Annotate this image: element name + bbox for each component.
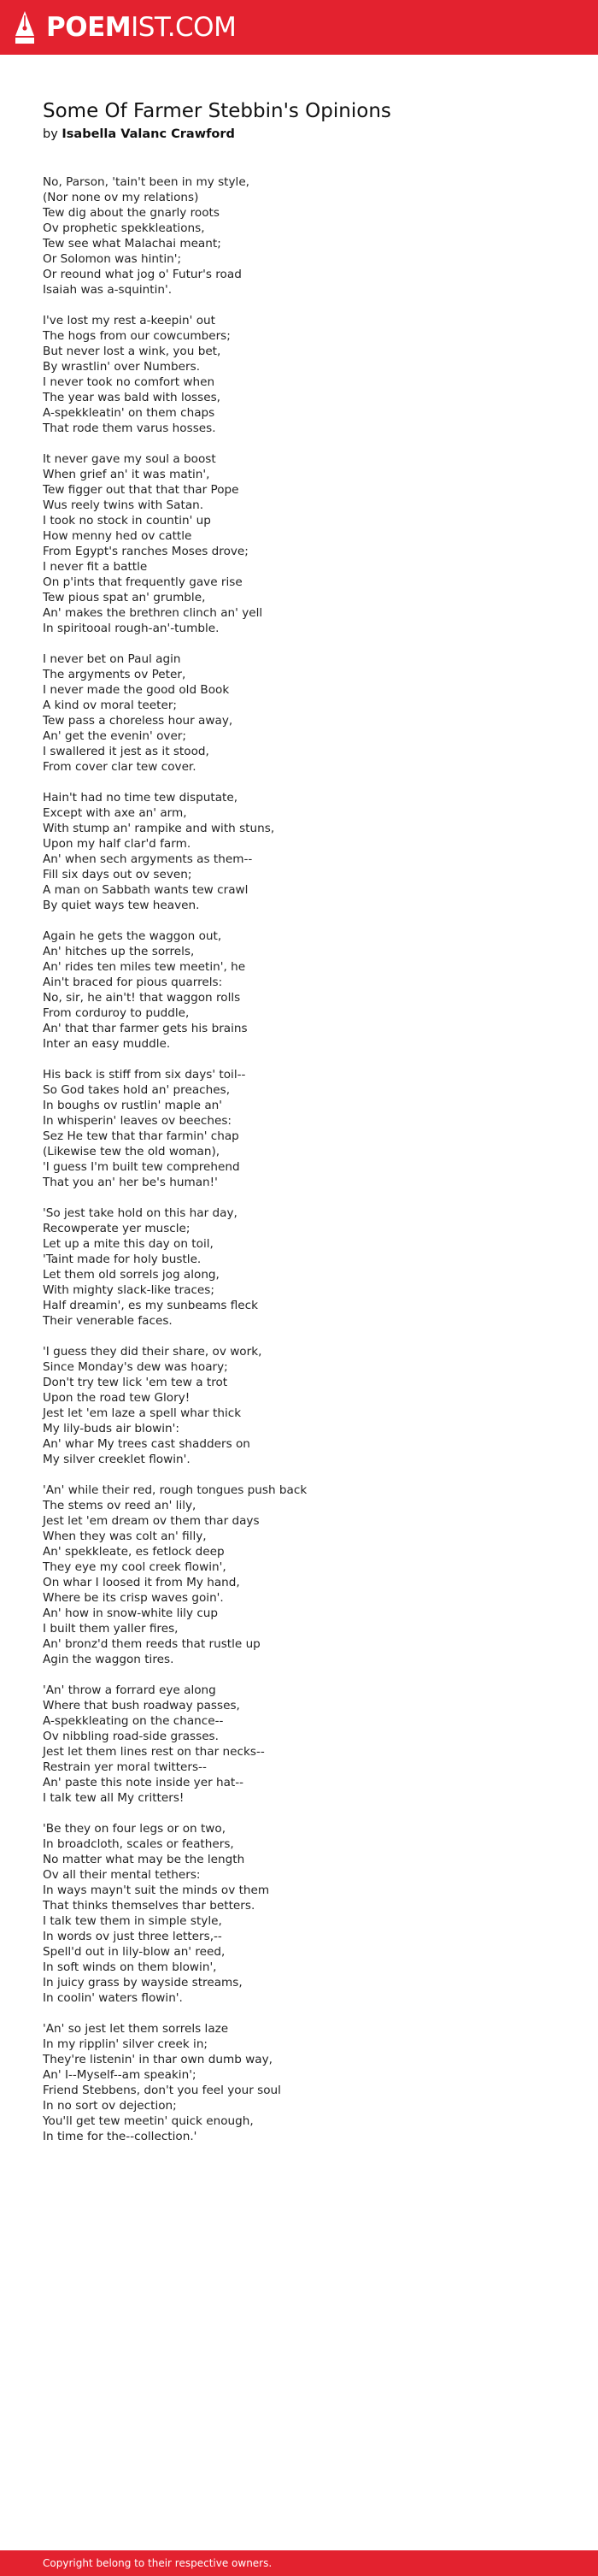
poem-line: With stump an' rampike and with stuns, [43, 822, 275, 835]
top-bar [0, 0, 598, 55]
poem-line: His back is stiff from six days' toil-- [43, 1068, 246, 1082]
poem-line: From Egypt's ranches Moses drove; [43, 545, 249, 558]
poem-line: 'So jest take hold on this har day, [43, 1206, 237, 1220]
poem-line: In coolin' waters flowin'. [43, 1991, 183, 2005]
poem-line: How menny hed ov cattle [43, 529, 192, 543]
poem-line: My silver creeklet flowin'. [43, 1453, 191, 1466]
poem-line: That rode them varus hosses. [43, 421, 216, 435]
copyright-notice: Copyright belong to their respective owners. [43, 2557, 273, 2569]
poem-line: No, sir, he ain't! that waggon rolls [43, 991, 241, 1005]
poem-line: An' I--Myself--am speakin'; [43, 2068, 196, 2082]
poem-line: An' makes the brethren clinch an' yell [43, 606, 263, 620]
poem-line: Don't try tew lick 'em tew a trot [43, 1376, 228, 1389]
logo-text [46, 10, 236, 44]
byline [43, 125, 555, 144]
poem-line: An' rides ten miles tew meetin', he [43, 960, 246, 974]
stanza [43, 1344, 555, 1467]
poem-line: 'An' throw a forrard eye along [43, 1683, 216, 1697]
poem-line: The year was bald with losses, [43, 391, 220, 404]
stanza [43, 2021, 555, 2144]
stanza [43, 790, 555, 913]
poem-line: An' bronz'd them reeds that rustle up [43, 1637, 261, 1651]
poem-line: When grief an' it was matin', [43, 468, 210, 481]
poem-line: On p'ints that frequently gave rise [43, 575, 243, 589]
poem-line: They eye my cool creek flowin', [43, 1560, 226, 1574]
poem-line: Inter an easy muddle. [43, 1037, 171, 1051]
poem-line: 'Taint made for holy bustle. [43, 1253, 202, 1266]
poem-line: They're listenin' in thar own dumb way, [43, 2053, 273, 2066]
poem-line: It never gave my soul a boost [43, 452, 216, 466]
poem-line: In soft winds on them blowin', [43, 1960, 217, 1974]
poem-line: By wrastlin' over Numbers. [43, 360, 201, 374]
poem-line: (Nor none ov my relations) [43, 191, 199, 204]
poem-line: From cover clar tew cover. [43, 760, 196, 774]
poem-line: In whisperin' leaves ov beeches: [43, 1114, 232, 1128]
logo-text-bold: POEM [46, 12, 132, 43]
poem-line: Tew dig about the gnarly roots [43, 206, 220, 220]
poem-line: Ov prophetic spekkleations, [43, 221, 205, 235]
stanza [43, 313, 555, 436]
poem-line: 'I guess I'm built tew comprehend [43, 1160, 240, 1174]
poem-line: The hogs from our cowcumbers; [43, 329, 231, 343]
poem-line: I never made the good old Book [43, 683, 230, 697]
poem-line: In ways mayn't suit the minds ov them [43, 1883, 270, 1897]
poem-line: I talk tew all My critters! [43, 1791, 185, 1805]
poem-line: My lily-buds air blowin': [43, 1422, 179, 1435]
poem-line: The argyments ov Peter, [43, 668, 186, 681]
poem-body [43, 174, 555, 2144]
poem-line: Where that bush roadway passes, [43, 1699, 240, 1712]
stanza [43, 1067, 555, 1190]
poem-line: An' whar My trees cast shadders on [43, 1437, 250, 1451]
poem-line: From corduroy to puddle, [43, 1006, 190, 1020]
poem-line: (Likewise tew the old woman), [43, 1145, 220, 1158]
poem-line: 'I guess they did their share, ov work, [43, 1345, 262, 1359]
poem-line: I never bet on Paul agin [43, 652, 181, 666]
poem-line: I talk tew them in simple style, [43, 1914, 222, 1928]
poem-line: Wus reely twins with Satan. [43, 498, 204, 512]
footer-bar [0, 2550, 598, 2576]
poem-line: Or reound what jog o' Futur's road [43, 268, 242, 281]
author-name: Isabella Valanc Crawford [62, 127, 235, 141]
poem-line: An' paste this note inside yer hat-- [43, 1776, 244, 1789]
by-label: by [43, 127, 62, 141]
poem-line: Tew pious spat an' grumble, [43, 591, 206, 604]
poem-line: In my ripplin' silver creek in; [43, 2037, 208, 2051]
poem-line: An' get the evenin' over; [43, 729, 186, 743]
stanza [43, 928, 555, 1052]
poem-line: I never took no comfort when [43, 375, 215, 389]
poem-line: 'An' while their red, rough tongues push back [43, 1483, 308, 1497]
poem-line: Except with axe an' arm, [43, 806, 187, 820]
poem-line: Ov all their mental tethers: [43, 1868, 201, 1882]
poem-line: Half dreamin', es my sunbeams fleck [43, 1299, 258, 1312]
pen-nib-icon [14, 10, 36, 44]
poem-line: I took no stock in countin' up [43, 514, 211, 528]
poem-line: Isaiah was a-squintin'. [43, 283, 173, 297]
stanza [43, 651, 555, 775]
poem-line: Tew pass a choreless hour away, [43, 714, 233, 728]
poem-line: Tew see what Malachai meant; [43, 237, 221, 251]
poem-line: In spiritooal rough-an'-tumble. [43, 622, 220, 635]
poem-line: An' hitches up the sorrels, [43, 945, 195, 958]
stanza [43, 174, 555, 298]
poem-line: An' spekkleate, es fetlock deep [43, 1545, 225, 1559]
poem-line: You'll get tew meetin' quick enough, [43, 2114, 254, 2128]
poem-line: But never lost a wink, you bet, [43, 345, 221, 358]
poem-line: A-spekkleatin' on them chaps [43, 406, 215, 420]
poem-line: Fill six days out ov seven; [43, 868, 192, 881]
poem-line: Restrain yer moral twitters-- [43, 1760, 207, 1774]
poem-line: 'An' so jest let them sorrels laze [43, 2022, 229, 2036]
poem-line: An' when sech argyments as them-- [43, 852, 253, 866]
stanza [43, 451, 555, 636]
poem-line: Jest let them lines rest on thar necks-- [43, 1745, 265, 1759]
poem-line: In time for the--collection.' [43, 2130, 197, 2143]
poem-line: Recowperate yer muscle; [43, 1222, 191, 1235]
poem-line: Where be its crisp waves goin'. [43, 1591, 224, 1605]
poem-line: Jest let 'em laze a spell whar thick [43, 1406, 242, 1420]
stanza [43, 1483, 555, 1667]
poem-line: The stems ov reed an' lily, [43, 1499, 196, 1512]
poem-line: A man on Sabbath wants tew crawl [43, 883, 249, 897]
poem-line: That you an' her be's human!' [43, 1176, 218, 1189]
poem-line: Agin the waggon tires. [43, 1653, 174, 1666]
poem-line: Ain't braced for pious quarrels: [43, 976, 223, 989]
stanza [43, 1821, 555, 2006]
poem-line: Upon the road tew Glory! [43, 1391, 191, 1405]
site-logo[interactable] [14, 10, 236, 44]
poem-line: Let them old sorrels jog along, [43, 1268, 220, 1282]
poem-line: In juicy grass by wayside streams, [43, 1976, 243, 1989]
poem-line: Ov nibbling road-side grasses. [43, 1730, 219, 1743]
poem-line: Let up a mite this day on toil, [43, 1237, 214, 1251]
poem-title: Some Of Farmer Stebbin's Opinions [43, 100, 391, 122]
poem-line: In no sort ov dejection; [43, 2099, 177, 2113]
poem-line: Tew figger out that that thar Pope [43, 483, 239, 497]
poem-line: No, Parson, 'tain't been in my style, [43, 175, 249, 189]
poem-line: Or Solomon was hintin'; [43, 252, 182, 266]
poem-line: Sez He tew that thar farmin' chap [43, 1129, 239, 1143]
poem-line: I swallered it jest as it stood, [43, 745, 209, 758]
poem-line: Again he gets the waggon out, [43, 929, 222, 943]
poem-line: By quiet ways tew heaven. [43, 899, 200, 912]
poem-line: A kind ov moral teeter; [43, 699, 178, 712]
poem-line: That thinks themselves thar betters. [43, 1899, 255, 1913]
poem-line: Spell'd out in lily-blow an' reed, [43, 1945, 226, 1959]
poem-line: In boughs ov rustlin' maple an' [43, 1099, 223, 1112]
stanza [43, 1205, 555, 1329]
poem-line: 'Be they on four legs or on two, [43, 1822, 226, 1836]
stanza [43, 1683, 555, 1806]
poem-line: A-spekkleating on the chance-- [43, 1714, 224, 1728]
poem-line: I never fit a battle [43, 560, 148, 574]
poem-line: Since Monday's dew was hoary; [43, 1360, 228, 1374]
poem-line: So God takes hold an' preaches, [43, 1083, 231, 1097]
poem-line: Hain't had no time tew disputate, [43, 791, 238, 805]
poem-line: Their venerable faces. [43, 1314, 173, 1328]
poem-line: I've lost my rest a-keepin' out [43, 314, 215, 327]
poem-line: Friend Stebbens, don't you feel your soul [43, 2084, 281, 2097]
poem-line: Upon my half clar'd farm. [43, 837, 191, 851]
logo-text-light: IST.COM [131, 12, 237, 43]
poem-line: No matter what may be the length [43, 1853, 245, 1866]
poem-line: On whar I loosed it from My hand, [43, 1576, 240, 1589]
poem-line: I built them yaller fires, [43, 1622, 179, 1636]
poem-line: In broadcloth, scales or feathers, [43, 1837, 234, 1851]
poem-line: When they was colt an' filly, [43, 1530, 207, 1543]
poem-content [43, 97, 555, 2160]
poem-line: Jest let 'em dream ov them thar days [43, 1514, 260, 1528]
poem-line: In words ov just three letters,-- [43, 1930, 222, 1943]
poem-line: An' that thar farmer gets his brains [43, 1022, 248, 1035]
poem-line: With mighty slack-like traces; [43, 1283, 214, 1297]
poem-line: An' how in snow-white lily cup [43, 1606, 219, 1620]
